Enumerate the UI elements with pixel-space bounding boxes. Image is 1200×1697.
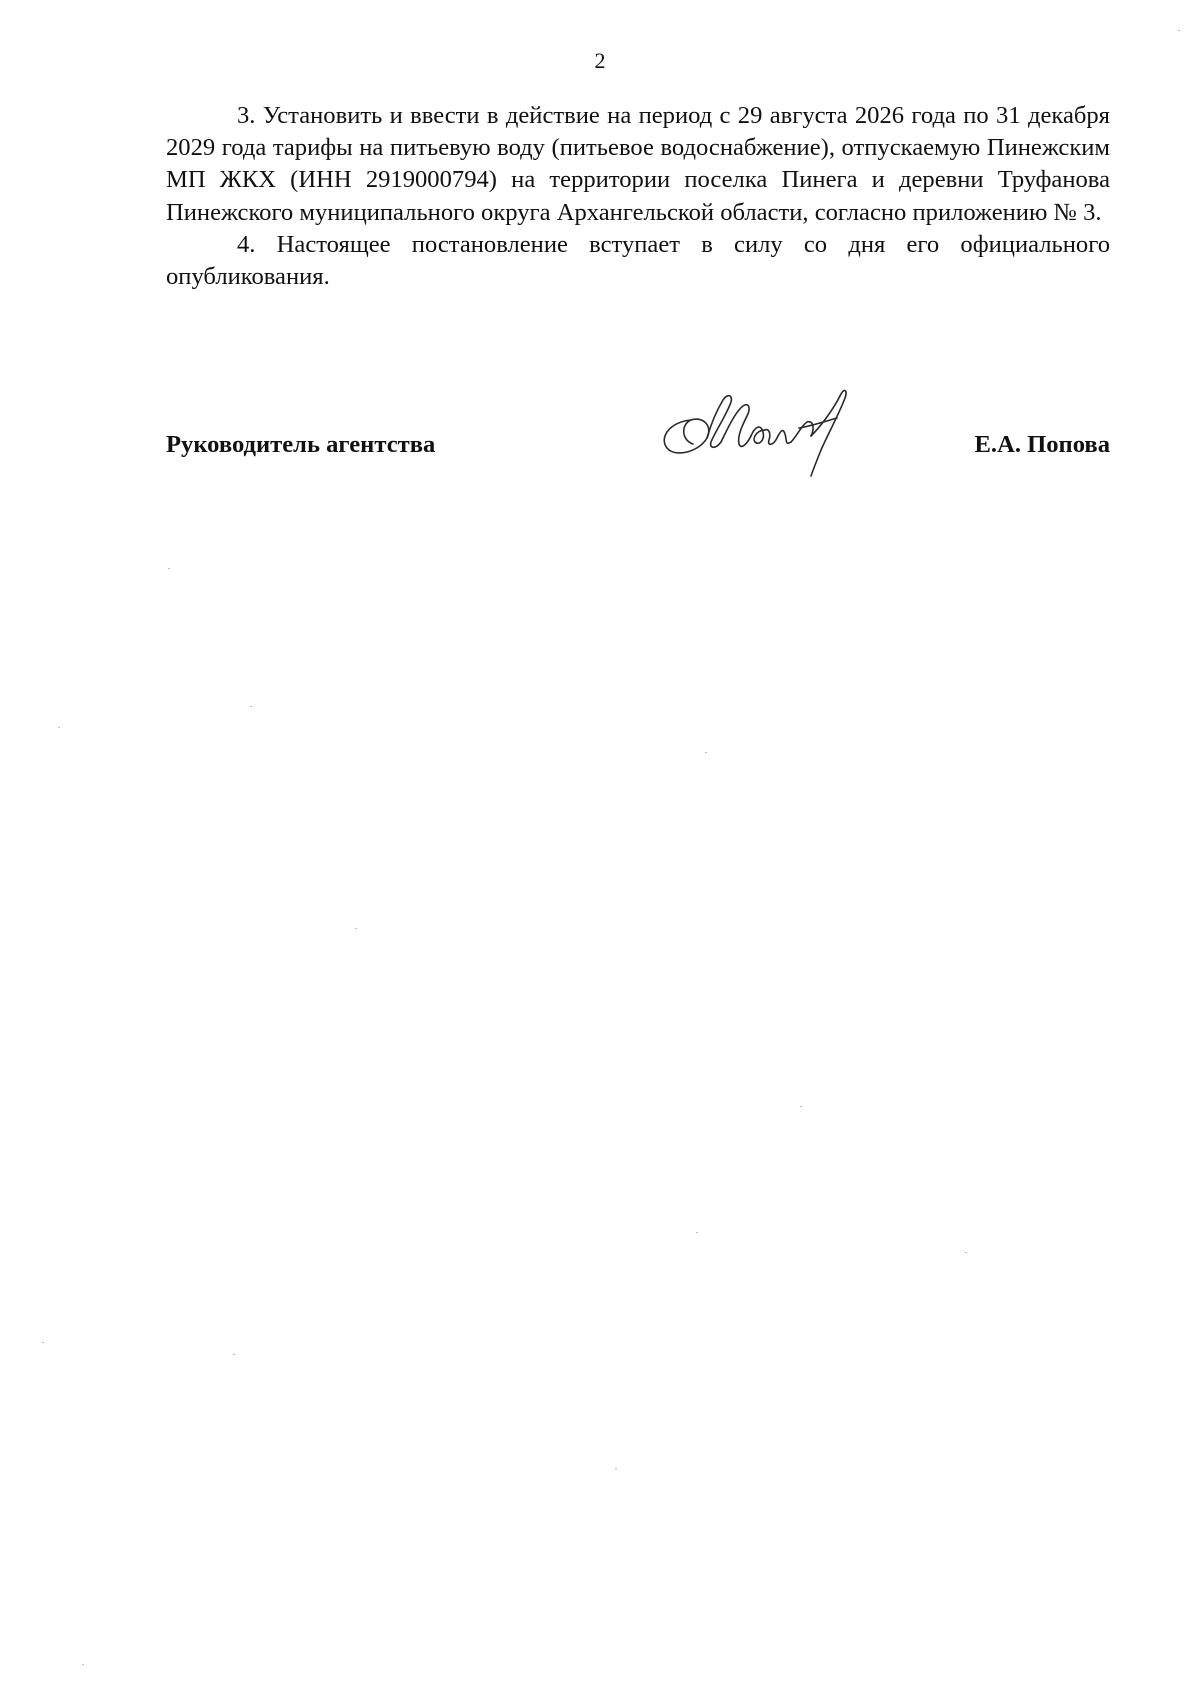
page-number: 2 — [594, 48, 606, 73]
scan-speck — [800, 1106, 802, 1107]
scan-speck — [168, 568, 170, 569]
scan-speck — [696, 1232, 698, 1233]
scan-speck — [705, 752, 707, 753]
scan-speck — [615, 1468, 617, 1469]
scan-speck — [42, 1342, 44, 1343]
scan-speck — [1178, 30, 1180, 31]
handwritten-signature — [651, 380, 881, 480]
scan-speck — [965, 1252, 967, 1253]
scan-speck — [250, 706, 252, 707]
scan-speck — [233, 1354, 235, 1355]
scan-speck — [355, 928, 357, 929]
document-body — [166, 100, 1110, 293]
scan-speck — [58, 727, 60, 728]
paragraph-3: 3. Установить и ввести в действие на период с 29 августа 2026 года по 31 декабря 2029 года тарифы на питьевую воду (питьевое водоснабжение), отпускаемую Пинежским МП ЖКХ (ИНН 2919000794) на территории поселка Пинега и деревни Труфанова Пинежского муниципального округа Архангельской области, согласно приложению № 3. — [166, 102, 1110, 226]
signer-name: Е.А. Попова — [974, 431, 1110, 458]
paragraph-4: 4. Настоящее постановление вступает в силу со дня его официального опубликования. — [166, 230, 1110, 291]
signer-position-title: Руководитель агентства — [166, 431, 436, 458]
scan-speck — [82, 1664, 84, 1665]
signature-block — [166, 380, 1110, 490]
